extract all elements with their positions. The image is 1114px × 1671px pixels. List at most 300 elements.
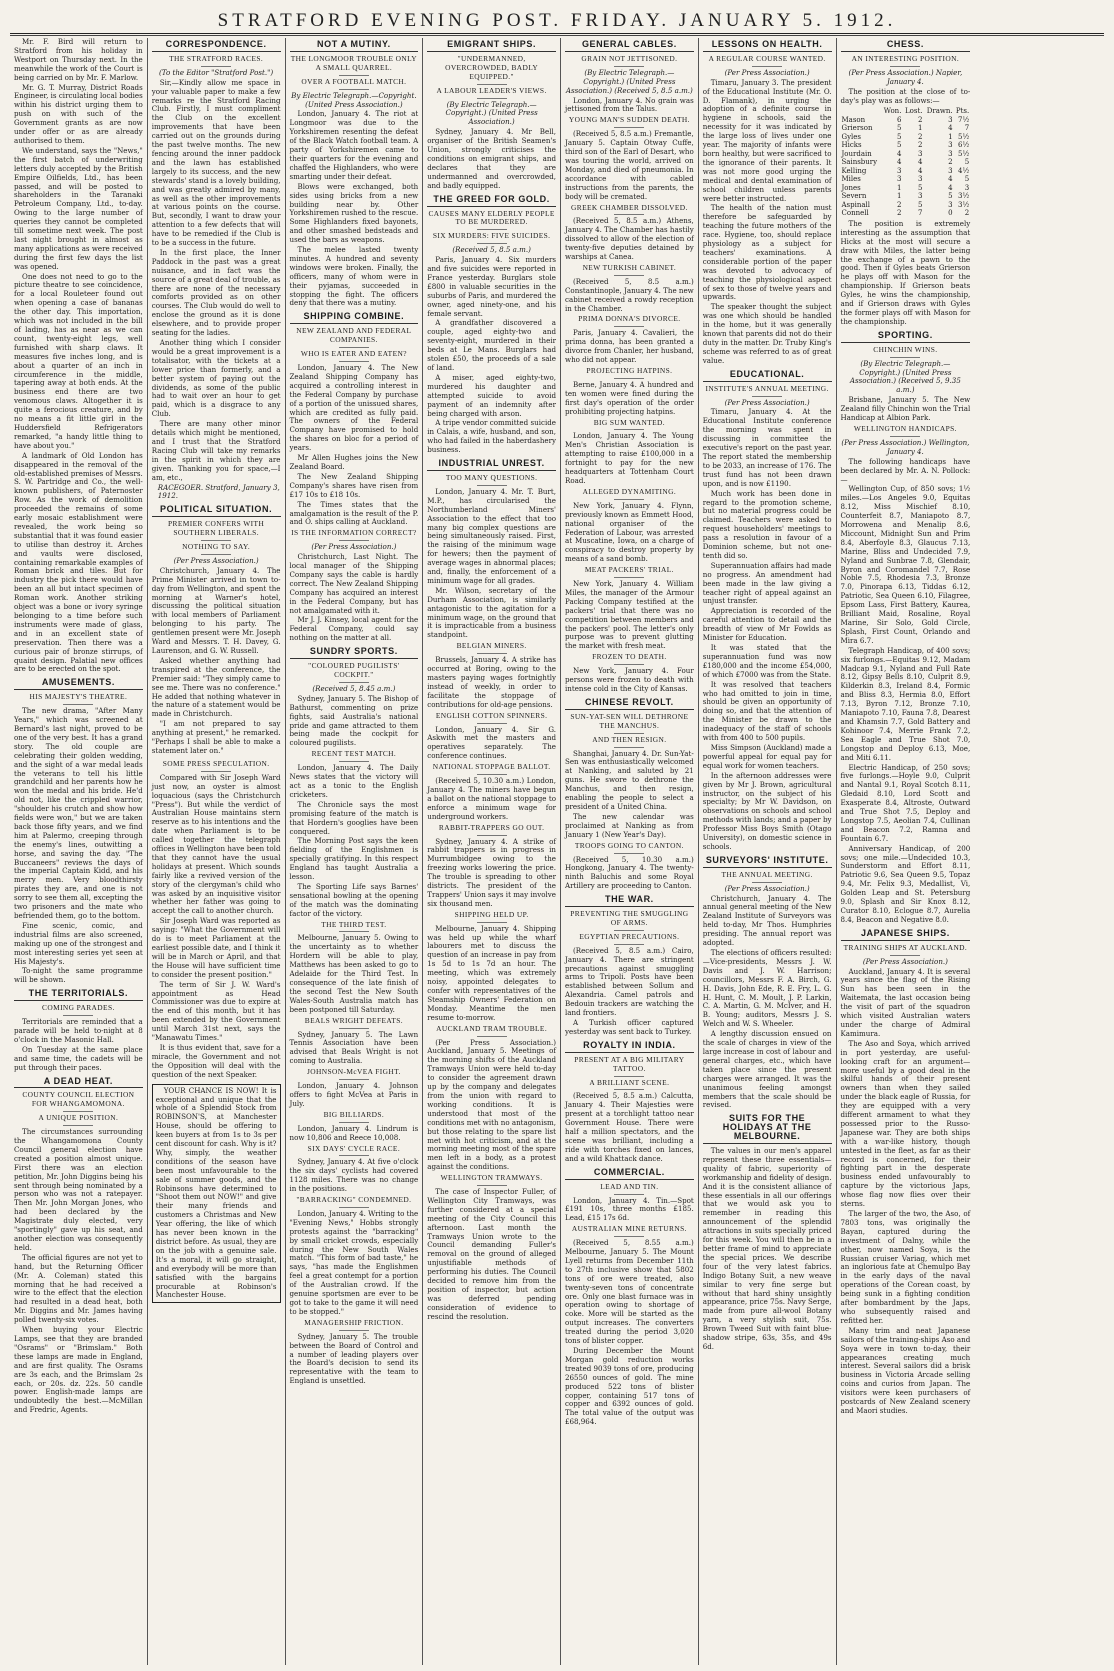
paragraph: When buying your Electric Lamps, see that they are branded "Osrams" or "Brimslam." Both these lamps are made in England, and are first quality. The Osrams are 3s each, and the Brimslam 2s each, or 20s. dz. 22s. 50 candle power. English-made lamps are undoubtedly the best.—McMillan and Fredric, Agents. [14,1325,143,1415]
table-cell: 5 [896,132,902,141]
divider [614,664,644,665]
paragraph: In the first place, the Inner Paddock in the past was a great nuisance, and in fact was the source of a great deal of trouble, as there are none of the necessary comforts provided as on other courses. The Club would do well to enclose the ground as it is done elsewhere, and to provide proper seating for the ladies. [151,247,281,338]
article [14,1077,143,1416]
table-cell: 3½ [958,192,970,201]
paragraph: A Turkish officer captured yesterday was sent back to Turkey. [565,1018,694,1036]
paragraph: Appreciation is recorded of the careful attention to detail and the breadth of view of Mr Fowlds as Minister for Education. [702,606,832,643]
article [841,929,971,1416]
paragraph: London, January 4. The riot at Longmoor was due to the Yorkshiremen resenting the defeat of the Black Watch football team. A party of Yorkshiremen came to their quarters for the evening and chaffed the Highlanders, who were smarting under their defeat. [289,109,419,181]
paragraph: Shanghai, January 4. Dr. Sun-Yat-Sen was enthusiastically welcomed at Nanking, and saluted by 21 guns. He swore to dethrone the Manchus, and then resign, enabling the people to select a president of a United China. [565,748,694,811]
article [152,40,281,501]
article [565,895,694,1037]
divider [477,1185,507,1186]
paragraph: We understand, says the "News," the first batch of underwriting letters duly accepted by the British Empire Oilfields, Ltd., has been passed, and will be posted to shareholders in the Taranaki Petroleum Company, Ltd., to-day. Owing to the large number of queries they cannot be completed till sometime next week. The post last night brought in almost as many applications as were received during the first few days the list was opened. [14,145,143,271]
column-header [841,107,882,116]
divider [614,429,644,430]
article-heading: CHESS. [841,40,971,52]
divider [477,653,507,654]
table-row [841,141,971,150]
divider [477,84,507,85]
paragraph: Mr Allen Hughes joins the New Zealand Board. [289,453,419,471]
article-heading: SUITS FOR THE HOLIDAYS AT THE MELBOURNE. [703,1114,832,1144]
dateline: (Per Press Association.) [173,555,259,565]
table-cell: 7 [918,209,923,218]
paragraph: The circumstances surrounding the Whangamomona County Council general election have created a position almost unique. First there was an election petition, Mr. John Diggins being his sent through being nominated by a person who was not a ratepayer. Then Mr. John Morgan Jones, who had been declared by the Magistrate duly elected, very "sportingly" gave up his seat, and another election was consequently held. [14,1127,143,1252]
dateline: (Per Press Association.) [862,956,948,966]
table-cell: Aspinall [841,200,871,209]
divider [614,127,644,128]
article-subheading: HIS MAJESTY'S THEATRE. [29,692,128,702]
article [152,505,281,756]
article [565,698,694,891]
article-subheading: "COLOURED PUGILISTS' COCKPIT." [308,661,400,679]
paragraph: Sydney, January 5. The Bishop of Bathurst, commenting on prize fights, said Australia's national pride and game attracted to them being made the cockpit for coloured pugilists. [289,693,419,748]
paragraph: Sydney, January 4. Mr Bell, organiser of the British Seamen's Union, strongly criticises the conditions on emigrant ships, and declares that they are undermanned and overcrowded, and badly equipped. [427,127,556,190]
paragraph: The new calendar was proclaimed at Nanking as from January 1 (New Year's Day). [565,811,694,839]
article-subheading: JOHNSON-McVEA FIGHT. [307,1067,401,1077]
article [14,678,143,985]
article-subheading: SIX DAYS' CYCLE RACE. [307,1143,401,1153]
table-cell: 2 [918,132,923,141]
article-heading: COMMERCIAL. [565,1168,694,1180]
paragraph: The following handicaps have been declared by Mr. A. N. Pollock:— [840,456,971,484]
divider [890,436,920,437]
column-header: Won. [883,107,902,116]
column-7 [837,38,975,1665]
article [841,40,971,327]
article-subheading: TRAINING SHIPS AT AUCKLAND. [843,942,968,952]
table-cell: 5 [918,200,923,209]
article-heading: A DEAD HEAT. [14,1077,143,1089]
article-subheading: MANAGERSHIP FRICTION. [304,1317,404,1327]
article-heading: INDUSTRIAL UNREST. [427,459,556,471]
divider [63,1111,93,1112]
paragraph: The new drama, "After Many Years," which was screened at Bernard's last night, proved to be one of the very best. It has a grand story. The old couple are celebrating their golden wedding, and the sight of a war medal leads the veterans to tell his little grandchild and her parents how he won the medal and his bride. He'd old not, like the crippled warrior, "shoulder his crutch and show how fields were won," but we are taken back those fifty years, and we find him at Palermo, creeping through the enemy's lines, outwitting a horse, and saving the day. "The Buccaneers" reviews the days of the imperial Captain Kidd, and his merry men. Very bloodthirsty pirates they are, and one is not sorry to see them all, excepting the two prisoners and the mate who befriended them, go to the bottom. [14,706,143,920]
paragraph: Much work has been done in regard to the promotion scheme, but no material progress could be claimed. Teachers were asked to request householders' meetings to pass a resolution in favour of a Dominion scheme, but not one-tenth did so. [702,488,832,560]
table-cell: Severn [841,192,867,201]
article-subheading: FROZEN TO DEATH. [592,652,667,662]
table-cell: 1 [896,183,902,192]
paragraph: It was resolved that teachers who had omitted to join in time, should be given an opportunity of doing so, and that the attention of the Minister be drawn to the inadequacy of the staff of schools with from 400 to 500 pupils. [702,679,832,743]
table-row [841,116,971,125]
article [14,989,143,1072]
paragraph: Christchurch, Last Night. The local manager of the Shipping Company says the cable is hardly correct. The New Zealand Shipping Company has acquired an interest in the Federal Company, but has not amalgamated with it. [289,552,419,615]
table-cell: 3 [896,166,902,175]
table-cell: 2 [896,209,902,218]
divider [201,540,231,541]
paragraph: Mr J. J. Kinsey, local agent for the Federal Company, could say nothing on the matter at all. [289,615,419,643]
article [703,40,832,366]
paragraph: In the afternoon addresses were given by Mr J. Brown, agricultural instructor, on the subject of his specialty; by Mr W. Davidson, on observations on schools and school methods with lands; and a paper by Professor Miss Boys Smith (Otago University), on domestic science in schools. [702,770,832,851]
paragraph: London, January 4. Lindrum is now 10,806 and Reece 10,008. [289,1123,419,1142]
article-subheading: COUNTY COUNCIL ELECTION FOR WHANGAMOMONA. [22,1090,135,1109]
advertisement: YOUR CHANCE IS NOW! It is exceptional and unique that the whole of a Splendid Stock from ROBINSON'S, at Manchester House, should be offering to keen buyers at from 1s to 3s per cent discount for cash. Why is it? Why, simply, the weather conditions of the season have been most unfavourable to the sale of summer goods, and the Robinsons have determined to "Shoot them out NOW!" and give their many friends and customers a Christmas and New Year offering, the like of which has never been known in the district before. As usual, they are on the job with a genuine sale. It's a moral, it will go straight, and everybody will be more than satisfied with the bargains procurable at Robinson's Manchester House. [152,1084,281,1304]
table-cell: 2 [918,141,923,150]
article [565,1168,694,1427]
column-5 [561,38,699,1665]
paragraph: Fine scenic, comic, and industrial films are also screened, making up one of the strongest and most interesting series yet seen at His Majesty's. [14,920,143,966]
paragraph: The elections of officers resulted:—Vice-presidents, Messrs J. W. Davis and J. W. Harrison; councillors, Messrs F. A. Birch, G. H. Davis, John Ede, R. E. Fry, L. G. H. Hunt, C. M. Moult, J. P. Larkin, C. A. Martin, G. M. McIver, and H. B. Young; auditors, Messrs J. S. Welch and W. S. Wheeler. [702,948,832,1029]
table-cell: 2 [948,158,953,167]
table-row [841,184,971,193]
table-cell: 2 [964,209,970,218]
article-subheading: SOME PRESS SPECULATION. [162,758,270,768]
paragraph: Sydney, January 5. The trouble between the Board of Control and a number of leading players over the Board's decision to send its representative with the team to England is unsettled. [289,1331,419,1386]
article [703,370,832,852]
dateline: (Received 5, 8.5 a.m.) [452,245,531,255]
divider [614,1076,644,1077]
article-heading: THE GREED FOR GOLD. [427,195,556,207]
article-subheading: PREVENTING THE SMUGGLING OF ARMS. [570,909,689,927]
paragraph: The position is extremely interesting as the assumption that Hicks at the most will secure a draw with Miles, the latter being the exchange of a pawn to the good. Then if Gyles beats Grierson he plays off with Mason for the championship. If Grierson beats Gyles, he wins the championship, and if Grierson draws with Gyles the former plays off with Mason for the championship. [840,218,971,326]
paragraph: London, January 4. No grain was jettisoned from the Talus. [565,95,694,114]
divider [339,1028,369,1029]
table-cell: Sainsbury [841,158,878,167]
column-header: Pts. [955,107,970,116]
paragraph: Sir Joseph Ward was reported as saying: "What the Government will do is to meet Parliament at the earliest possible date, and I think it will be in March or April, and that the House will have sufficient time to consider the present position." [151,916,281,979]
table-cell: Connell [841,209,869,218]
masthead: STRATFORD EVENING POST. FRIDAY. JANUARY 5. 1912. [10,8,1104,34]
dateline: (Per Press Association.) Napier, January 4. [848,67,963,86]
divider [339,1122,369,1123]
column-header: Drawn. [926,107,953,116]
paragraph: Asked whether anything had transpired at the conference, the Premier said: "They simply came to see me. There was no conference." He added that nothing whatever in the nature of a statement would be made in Christchurch. [151,655,281,719]
paragraph: A lengthy discussion ensued on the scale of charges in view of the large increase in cost of labour and general charges, etc., which have taken place since the present charges were arranged. It was the unanimous feeling amongst members that the scale should be revised. [702,1029,832,1110]
article-subheading: AUSTRALIAN MINE RETURNS. [571,1224,687,1234]
table-cell: Miles [841,175,861,184]
table-cell: 3½ [958,200,970,209]
table-cell: 5½ [958,132,970,141]
dateline: (By Electric Telegraph.—Copyright.) (United Press Association.) (Received 5, 9.35 a.m.) [849,358,961,395]
paragraph: (Per Press Association.) Auckland, January 5. Meetings of the morning shifts of the Auckland Tramways Union were held to-day to consider the agreement drawn up by the company and delegates from the union with regard to working conditions. It is understood that most of the conditions met with no antagonism, but those relating to the spare list met with hot criticism, and at the morning meeting most of the spare men left in a body, as a protest against the conditions. [427,1037,557,1172]
article-subheading: GRAIN NOT JETTISONED. [581,53,678,63]
signature: RACEGOER. Stratford, January 3, 1912. [157,482,280,501]
table-cell: 4 [918,166,923,175]
table-cell: 5 [948,192,953,201]
divider [477,835,507,836]
article-subheading: PRIMA DONNA'S DIVORCE. [578,314,681,324]
paragraph: A tripe vendor committed suicide in Calais, a wife, husband, and son, who had failed in the haberdashery business. [427,418,556,455]
article-heading: CORRESPONDENCE. [152,40,281,52]
divider [614,747,644,748]
column-4 [423,38,561,1665]
divider [201,771,231,772]
paragraph: The Chronicle says the most promising feature of the match is that Hordern's googlies have been conquered. [289,799,419,836]
paragraph: The speaker thought the subject was one which should be handled in the home, but it was generally known that parents did not do their duty in the matter. Dr. Truby King's scheme was referred to as of great value. [702,302,832,365]
article-subheading: BIG SUM WANTED. [593,417,666,427]
dateline: (Per Press Association.) [724,397,810,407]
table-cell: Gyles [841,132,862,141]
divider [614,1194,644,1195]
divider [477,723,507,724]
article-heading: ROYALTY IN INDIA. [565,1041,694,1053]
article-heading: NOT A MUTINY. [290,40,419,52]
divider [63,704,93,705]
paragraph: Electric Handicap, of 250 sovs; five furlongs.—Hoyle 9.0, Culprit and Nantal 9.1, Royal Scotch 8.11, Gledaid 8.10, Lord Scott and Exasperate 8.4, Altroste, Outward and True Shot 7.5, Deploy and Longstop 7.5, Aeolian 7.4, Cullinan and Beacon 7.2, Ramna and Fountain 6.7. [840,762,971,843]
article-subheading: AND THEN RESIGN. [592,734,667,744]
paragraph: Brussels, January 4. A strike has occurred at Boring, owing to the masters paying wages fortnightly instead of weekly, in order to facilitate the stoppage of contributions for old-age pensions. [427,655,556,709]
divider [614,214,644,215]
paragraph: The Morning Post says the keen fielding of the Englishmen is specially gratifying. In this respect England has taught Australia a lesson. [289,836,419,882]
article [427,40,556,191]
paragraph: Melbourne, January 5. Owing to the uncertainty as to whether Hordern will be able to play, Matthews has been asked to go to Adelaide for the Third Test. In consequence of the late finish of the second Test the New South Wales-South Australia match has been postponed till Saturday. [289,933,419,1014]
divider [614,577,644,578]
divider [63,1015,93,1016]
divider [339,89,369,90]
table-row [841,175,971,184]
paragraph: (Received 5, 8.5 a.m.) Constantinople, January 4. The new cabinet received a rowdy reception in the Chamber. [565,276,694,313]
table-row [841,192,971,201]
paragraph: Another thing which I consider would be a great improvement is a totalisator, with the tickets at a lower price than formerly, and a better system of paying out the dividends, as some of the public had to wait over an hour to get paid, which is a disgrace to any Club. [151,338,281,419]
article [841,331,971,925]
table-cell: 3 [948,149,953,158]
table-row [841,201,971,210]
article-subheading: WELLINGTON TRAMWAYS. [440,1173,543,1183]
article-subheading: NATIONAL STOPPAGE BALLOT. [432,762,551,772]
table-cell: 1 [918,124,923,133]
article [565,1041,694,1164]
paragraph: The official figures are not yet to hand, but the Returning Officer (Mr. A. Coleman) stated this morning that he had received a wire to the effect that the election had resulted in a dead heat, both Mr. Diggins and Mr. James having polled twenty-six votes. [14,1252,143,1325]
article-subheading: THE ANNUAL MEETING. [721,869,813,879]
paragraph: There are many other minor details which might be mentioned, and I trust that the Stratford Racing Club will take my remarks in the spirit in which they are given. Thanking you for space,—I am, etc., [151,419,281,482]
paragraph: Berne, January 4. A hundred and ten women were fined during the first day's operation of the order prohibiting projecting hatpins. [565,379,694,416]
article [427,195,556,455]
article-heading: POLITICAL SITUATION. [152,505,281,517]
paragraph: The Aso and Soya, which arrived in port yesterday, are useful-looking craft for an argument—more useful by a good deal in the skilful hands of their present owners than when they sailed under the black eagle of Russia, for they are equipped with a very different armament to what they possessed prior to the Russo-Japanese war. They are both ships with a war-like history, though untested in the fleet, as far as their record is concerned, for their fighting part in the desperate business ended unfavourably to capture by the victorious Japs, whose flag now flies over their sterns. [840,1038,971,1209]
paragraph: Paris, January 4. Cavalieri, the prima donna, has been granted a divorce from Chanler, her husband, who did not appear. [565,328,694,365]
table-row [841,167,971,176]
article-heading: EDUCATIONAL. [703,370,832,382]
paragraph: London, January 4. Johnson offers to fight McVea at Paris in July. [289,1081,419,1108]
article-subheading: BIG BILLIARDS. [323,1109,385,1119]
table-cell: Jones [841,183,861,192]
article-subheading: AUCKLAND TRAM TROUBLE. [436,1023,548,1033]
paragraph: Mr. F. Bird will return to Stratford from his holiday in Westport on Thursday next. In the meanwhile the work of the Court is being carried on by Mr. F. Marlow. [14,38,143,82]
article-subheading: A REGULAR COURSE WANTED. [708,53,826,63]
divider [477,922,507,923]
article-heading: CHINESE REVOLT. [565,698,694,710]
paragraph: Timaru, January 4. At the Educational Institute conference the morning was spent in discussing in committee the executive's report on the past year. The report stated the membership to be 2033, an increase of 176. The trust fund has not been drawn upon, and is now £1190. [702,407,832,488]
article-subheading: EGYPTIAN PRECAUTIONS. [579,931,680,941]
table-cell: 5 [918,183,923,192]
article-heading: LESSONS ON HEALTH. [703,40,832,52]
article-subheading: SHIPPING HELD UP. [454,909,529,919]
divider [339,361,369,362]
paragraph: Many trim and neat Japanese sailors of the training-ships Aso and Soya were in town to-day, their appearances creating much interest. Several sailors did a brisk business in Victoria Arcade selling coins and curios from Japan. The visitors were keen purchasers of postcards of New Zealand scenery and Maori studies. [840,1325,971,1415]
paragraph: (Received 5, 10.30 a.m.) London, January 4. The miners have begun a ballot on the national stoppage to enforce a minimum wage for underground workers. [427,776,556,821]
divider [339,1207,369,1208]
table-cell: 3 [918,192,923,201]
paragraph: The values in our men's apparel represent these three essentials—quality of fabric, superiority of workmanship and fidelity of design. And it is the consistent alliance of these essentials in all our offerings that we would ask you to remember in reading this announcement of the splendid attractions in suits specially priced for this week. You will then be in a better frame of mind to appreciate the special prices. We describe four of the very latest fabrics. Indigo Botany Suit, a new weave similar to very fine serge but without that hard shiny unsightly appearance, price 75s. Navy Serge, made from pure all-wool Botany yarn, a very stylish suit, 75s. Brown Tweed Suit with faint blue-shadow stripe, 63s, 35s, and 49s 6d. [702,1146,832,1351]
paragraph: New York, January 4. Four persons were frozen to death with intense cold in the City of Kansas. [565,666,694,693]
masthead-rule [10,34,1104,36]
article-subheading: A LABOUR LEADER'S VIEWS. [436,85,547,95]
article [290,40,419,308]
dateline: (By Electric Telegraph.—Copyright.) (United Press Association.) [445,99,538,127]
table-row [841,124,971,133]
paragraph: Christchurch, January 4. The annual general meeting of the New Zealand Institute of Surveyors was held to-day, Mr Thos. Humphries presiding. The annual report was adopted. [702,893,832,948]
paragraph: Wellington Cup, of 850 sovs; 1½ miles.—Los Angeles 9.0, Equitas 8.12, Miss Mischief 8.10, Counterfeit 8.7, Maniapoto 8.7, Morrowena and Menalip 8.6, Miccount, Midnight Sun and Prim 8.4, Aberfoyle 8.3, Glaucus 7.13, Marine, Bliss and Undecided 7.9, Nyland and Sunbrae 7.8, Glendair, Byron and Coromandel 7.7, Rose Noble 7.5, Rhodesia 7.3, Bronze 7.0, Pinorapa 6.13, Tiddas 6.12, Patriotic, Sea Queen 6.10, Filagree, Epsom Lass, First Battery, Kaurea, Brilliant Maid, Rosaline, Royal Marine, Sir Solo, Gold Circle, Splash, First Count, Orlando and Mira 6.7. [840,484,971,645]
article-subheading: RABBIT-TRAPPERS GO OUT. [438,822,545,832]
paragraph: Mr. G. T. Murray, District Roads Engineer, is circulating local bodies within his district urging them to push on with such of the Government grants as are now under offer or as are already authorised to them. [14,82,143,145]
table-cell: 5 [964,158,970,167]
divider [614,378,644,379]
table-cell: 5 [896,124,902,133]
table-cell: 7½ [958,115,970,124]
article-subheading: TROOPS GOING TO CANTON. [574,840,684,850]
paragraph: (Received 5, 10.30 a.m.) Hongkong, January 4. The twenty-ninth Baluchis and some Royal Artillery are proceeding to Canton. [565,854,694,891]
table-cell: 3 [918,175,923,184]
divider [339,761,369,762]
table-cell: 4 [948,175,953,184]
column-header: Lost. [905,107,923,116]
divider [477,98,507,99]
article-heading: SPORTING. [841,331,971,343]
divider [614,1089,644,1090]
article [290,312,419,643]
column-1 [10,38,148,1665]
paragraph: Timaru, January 3. The president of the Educational Institute (Mr. O. D. Flamank), in urging the adoption of a definite course in hygiene in schools, said the necessity for it was indicated by the large loss of lives under one year. The majority of infants were born healthy, but were sacrificed to the ignorance of their parents. It was not more good urging the medical and dental examination of school children unless parents were better instructed. [702,77,832,203]
divider [614,944,644,945]
article-heading: GENERAL CABLES. [565,40,694,52]
article [703,1114,832,1352]
divider [477,1036,507,1037]
column-6 [699,38,837,1665]
divider [477,774,507,775]
table-row [841,133,971,142]
article-subheading: ALLEGED DYNAMITING. [582,486,677,496]
table-cell: Hicks [841,141,862,150]
paragraph: Anniversary Handicap, of 200 sovs; one mile.—Undecided 10.3, Sunderstorm and Effort 8.11, Patriotic 9.6, Sea Queen 9.5, Topaz 9.4, Mr. Felix 9.3, Medallist, Vi, Golden Leap and St. Petersburg 9.0, Splash and Sir Knox 8.12, Curator 8.10, Eclogue 8.7, Aurelia 8.4, Beacon and Negative 8.0. [840,843,971,924]
paragraph: Sydney, January 4. At five o'clock the six days' cyclists had covered 1128 miles. There was no change in the positions. [289,1157,419,1194]
table-cell: 2 [918,115,923,124]
paragraph: The New Zealand Shipping Company's shares have risen from £17 10s to £18 10s. [289,471,419,499]
table-cell: Grierson [841,124,873,133]
paragraph: The Sporting Life says Barnes' sensational bowling at the opening of the match was the dominating factor of the victory. [289,881,419,918]
dateline: (Per Press Association.) [724,67,810,77]
article-heading: THE WAR. [565,895,694,907]
table-cell: 7 [964,124,970,133]
article-subheading: A UNIQUE POSITION. [38,1113,119,1123]
paragraph: "I am not prepared to say anything at present," he remarked. "Perhaps I shall be able to make a statement later on." [151,719,281,755]
table-cell: 4 [918,158,923,167]
article-subheading: PREMIER CONFERS WITH SOUTHERN LIBERALS. [168,519,265,538]
paragraph: A miser, aged eighty-two, murdered his daughter and attempted suicide to avoid payment of an indemnity after being charged with arson. [427,372,556,418]
table-cell: 3 [964,183,970,192]
table-header-row [841,107,971,116]
divider [614,66,644,67]
dateline: (Received 5, 8.45 a.m.) [312,683,396,693]
table-cell: 0 [948,209,953,218]
paragraph: Compared with Sir Joseph Ward just now, an oyster is almost loquacious (says the Christchurch "Press"). But while the verdict of Australian House maintains stern reserve as to his intentions and the date when Parliament is to be called together the telegraph offices in Wellington have been told that they cannot have the usual holidays at present. Which sounds fairly like a revived version of the story of the clergyman's child who was asked by an inquisitive visitor whether her father was going to accept the call to another church. [151,772,281,916]
table-cell: 1 [948,132,953,141]
divider [614,853,644,854]
paragraph: Brisbane, January 5. The New Zealand filly Chinchin won the Trial Handicap at Albion Park. [840,395,971,423]
paragraph: (Received 5, 8.5 a.m.) Fremantle, January 5. Captain Otway Cuffe, third son of the Earl of Desart, who was touring the world, arrived on Monday, and died of pneumonia. In accordance with cabled instructions from the parents, the body will be cremated. [565,129,694,201]
article-subheading: WELLINGTON HANDICAPS. [853,423,957,433]
table-cell: 5½ [958,149,970,158]
article-subheading: CHINCHIN WINS. [873,344,938,354]
paragraph: The case of Inspector Fuller, of Wellington City Tramways, was further considered at a special meeting of the City Council this afternoon. Last month the Tramways Union wrote to the Council demanding Fuller's removal on the ground of alleged unjustifiable methods of performing his duties. The Council decided to remove him from the position of inspector, but action was deferred pending consideration of evidence to rescind the resolution. [427,1187,556,1321]
table-row [841,209,971,218]
paragraph: On Tuesday at the same place and same time, the cadets will be put through their paces. [14,1044,143,1072]
paragraph: It was stated that the superannuation fund was now £180,000 and the income £54,000, of which £7000 was from the State. [702,643,832,679]
divider [339,1079,369,1080]
divider [614,1236,644,1237]
column-3 [286,38,424,1665]
article-subheading: MEAT PACKERS' TRIAL. [584,565,674,575]
paragraph: Paris, January 4. Six murders and five suicides were reported in France yesterday. Burglars stole £800 in valuable securities in the suburbs of Paris, and murdered the owner, aged ninety-one, and his female servant. [427,255,556,318]
paragraph: London, January 4. The New Zealand Shipping Company has acquired a controlling interest in the Federal Company by purchase of a portion of the unissued shares, which are credited as fully paid. The owners of the Federal Company have promised to hold the shares on bloc for a period of years. [289,363,419,453]
divider [890,66,920,67]
paragraph: A grandfather discovered a couple, aged eighty-two and seventy-eight, murdered in their beds at Le Mans. Burglars had stolen £50, the proceeds of a sale of land. [427,318,556,372]
divider [339,931,369,932]
divider [752,396,782,397]
paragraph: London, January 4. Writing to the "Evening News," Hobbs strongly protests against the "barracking" by small cricket crowds, especially during the New South Wales match. "This form of bad taste," he says, "has made the Englishmen feel a great contempt for a portion of the Australian crowd. If the genuine sportsmen are ever to be got to take to the game it will need to be stopped." [289,1208,419,1316]
table-cell: 4 [896,158,902,167]
paragraph: (Received 5, 8.5 a.m.) Athens, January 4. The Chamber has hastily dissolved to allow of the election of twenty-five deputies detained by warships at Canea. [565,216,694,262]
divider [890,955,920,956]
article-subheading: SUN-YAT-SEN WILL DETHRONE THE MANCHUS. [570,711,689,730]
paragraph: Sir,—Kindly allow me space in your valuable paper to make a few remarks re the Stratford Racing Club. Firstly, I must compliment the Club on the excellent improvements that have been carried out on the grounds during the past twelve months. The new fencing around the inner paddock and the lawn has established largely to its success, and the new stewards' stand is a lovely building, and was greatly admired by many, as well as the other improvements at various points on the course. But, secondly, I want to draw your attention to a few defects that will have to be remedied if the Club is to be a success in the future. [151,77,281,248]
paragraph: London, January 4. Mr. T. Burt, M.P., has circularised the Northumberland Miners' Association to the effect that too many big complex questions are being simultaneously raised. First, the raising of the minimum wage for hewers; then the payment of average wages in abnormal places; and, finally, the enforcement of a minimum wage for all grades. [427,486,556,585]
divider [614,275,644,276]
article-subheading: A BRILLIANT SCENE. [589,1077,670,1087]
table-cell: 6½ [958,141,970,150]
divider [752,66,782,67]
paragraph: A landmark of Old London has disappeared in the removal of the old-established premises of Messrs. S. W. Partridge and Co., the well-known publishers, of Paternoster Row. As the work of demolition proceeded the remains of some early mosaic establishment were revealed, the work being so substantial that it was found easier to utilise than destroy it. Arches and vaults were disclosed, containing remarkable examples of Roman brick and tiles. But for industry the pick there would have been an all but intact specimen of Roman work. Another striking object was a bone or ivory syringe belonging to a time before such instruments were made of glass, and in an excellent state of preservation. Then there was a curious pair of bronze stirrups, of quaint design. Palatial new offices are to be erected on the spot. [14,450,143,674]
table-cell: 4 [948,183,953,192]
divider [752,882,782,883]
table-cell: 1 [896,192,902,201]
table-cell: 4½ [958,166,970,175]
dateline: (Per Press Association.) Wellington, January 4. [841,437,970,456]
paragraph: London, January 4. Tin.—Spot £191 10s, three months £185. Lead, £15 17s 6d. [565,1195,694,1223]
paragraph: Superannuation affairs had made no progress. An amendment had been made in the law giving a teacher right of appeal against an unjust transfer. [702,560,832,606]
dateline: (Per Press Association.) [724,883,810,893]
paragraph: To-night the same programme will be shown. [14,966,143,985]
column-2 [148,38,286,1665]
divider [201,554,231,555]
article-subheading: NEW TURKISH CABINET. [582,262,677,272]
article-subheading: NEW ZEALAND AND FEDERAL COMPANIES. [296,326,412,345]
article-subheading: PRESENT AT A BIG MILITARY TATTOO. [574,1054,685,1073]
paragraph: London, January 4. The Young Men's Christian Association is attempting to raise £100,000 in a fortnight to pay for the new headquarters at Tottenham Court Road. [565,431,694,485]
table-cell: 5 [964,175,970,184]
paragraph: Miss Simpson (Auckland) made a powerful appeal for equal pay for equal work for women teachers. [702,742,832,770]
divider [614,733,644,734]
paragraph: London, January 4. The Daily News states that the victory will act as a tonic to the English cricketers. [289,763,419,799]
article-subheading: BELGIAN MINERS. [456,641,527,651]
table-cell: Jourdain [841,149,872,158]
divider [614,499,644,500]
article-heading: SURVEYORS' INSTITUTE. [703,856,832,868]
article-subheading: RECENT TEST MATCH. [311,749,397,759]
standings-table [841,107,971,218]
paragraph: (Received 5, 8.55 a.m.) Melbourne, January 5. The Mount Lyell returns from December 11th to 27th inclusive show that 5802 tons of ore were treated, also twenty-seven tons of concentrate ore. Only one blast furnace was in operation owing to shortage of coke. More will be started as the output increases. The converters treated during the period 3,020 tons of blister copper. [565,1238,694,1346]
divider [339,75,369,76]
paragraph: New York, January 4. Flynn, previously known as Emmett Hood, national organiser of the Federation of Labour, was arrested at Muscatine, Iowa, on a charge of conspiracy to destroy property by means of a sand bomb. [565,500,694,564]
article-subheading: THE THIRD TEST. [321,919,387,929]
table-cell: 3 [948,166,953,175]
article-heading: AMUSEMENTS. [14,678,143,690]
columns-container [10,38,1104,1665]
divider [339,1155,369,1156]
divider [201,66,231,67]
table-cell: 3 [896,175,902,184]
dateline: (By Electric Telegraph.—Copyright.) (United Press Association.) (Received 5, 8.5 a.m.) [565,67,693,95]
article [152,1084,281,1304]
